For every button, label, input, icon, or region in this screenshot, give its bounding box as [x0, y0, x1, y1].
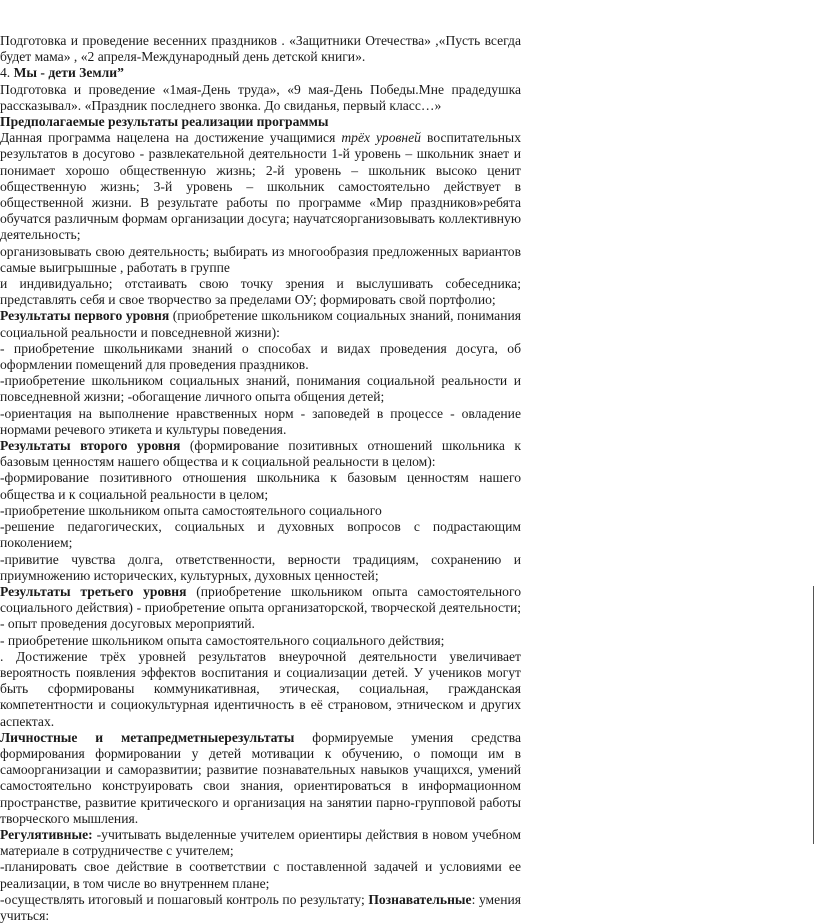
paragraph-p2 [0, 65, 521, 81]
text-run: - приобретение школьниками знаний о способах и видах проведения досуга, об оформлении помещений для проведения праздников. [0, 340, 521, 373]
bold-text: Результаты второго уровня [0, 438, 181, 454]
text-run: -привитие чувства долга, ответственности, верности традициям, сохранению и приумножению исторических, культурных, духовных ценностей; [0, 551, 521, 583]
paragraph-p18 [0, 633, 521, 649]
text-run: 4. [0, 65, 14, 81]
text-run: -ориентация на выполнение нравственных норм - заповедей в процессе - овладение нормами речевого этикета и культуры поведения. [0, 405, 521, 437]
paragraph-p9 [0, 341, 521, 373]
paragraph-p13 [0, 470, 521, 502]
paragraph-p11 [0, 406, 521, 438]
text-run: формируемые умения средства формирования формировании у детей мотивации к обучению, о помощи им в самоорганизации и саморазвитии; развитие познавательных навыков учащихся, умений самостоятельно конструировать свои знания, ориентироваться в информационном пространстве, развитие критического и организация на занятии парно-групповой работы творческого мышления. [0, 729, 521, 826]
text-run: -решение педагогических, социальных и духовных вопросов с подрастающим поколением; [0, 519, 521, 551]
paragraph-p4 [0, 114, 521, 130]
page-edge-line [813, 586, 814, 844]
text-run: : умения учиться: [0, 891, 521, 923]
bold-text: Предполагаемые результаты реализации программы [0, 114, 329, 130]
text-run: Подготовка и проведение весенних праздников . «Защитники Отечества» ,«Пусть всегда будет мама» , «2 апреля-Международный день детской книги». [0, 33, 521, 65]
document-page [0, 33, 521, 924]
bold-text: Личностные и метапредметныерезультаты [0, 729, 295, 745]
paragraph-p12 [0, 438, 521, 470]
text-run: (приобретение школьником социальных знаний, понимания социальной реальности и повседневной жизни): [0, 308, 521, 340]
paragraph-p19 [0, 649, 521, 730]
text-run: -учитывать выделенные учителем ориентиры действия в новом учебном материале в сотрудничестве с учителем; [0, 826, 521, 859]
text-run: -приобретение школьником опыта самостоятельного социального [0, 502, 382, 518]
italic-text: трёх уровней [341, 130, 421, 146]
text-run: воспитательных результатов в досугово - развлекательной деятельности 1-й уровень – школьник знает и понимает хорошо общественную жизнь; 2-й уровень – школьник высоко ценит общественную жизнь; 3-й уровень – школьник самостоятельно действует в общественной жизни. В результате работы по программе «Мир праздников»ребята обучатся различным формам организации досуга; научатсяорганизовывать коллективную деятельность; [0, 130, 521, 243]
text-run: -планировать свое действие в соответствии с поставленной задачей и условиями ее реализации, в том числе во внутреннем плане; [0, 859, 521, 891]
paragraph-p16 [0, 552, 521, 584]
paragraph-p21 [0, 827, 521, 859]
paragraph-p6 [0, 244, 521, 276]
bold-text: Мы - дети Земли” [13, 65, 124, 81]
paragraph-p20 [0, 730, 521, 827]
paragraph-p22 [0, 859, 521, 891]
bold-text: Познавательные [368, 891, 472, 907]
paragraph-p15 [0, 519, 521, 551]
text-run: . Достижение трёх уровней результатов внеурочной деятельности увеличивает вероятность появления эффектов воспитания и социализации детей. У учеников могут быть сформированы коммуникативная, этическая, социальная, гражданская компетентности и социокультурная идентичность в её страновом, этническом и других аспектах. [0, 648, 521, 729]
text-run: -осуществлять итоговый и пошаговый контроль по результату; [0, 891, 369, 907]
paragraph-p10 [0, 373, 521, 405]
text-run: (приобретение школьником опыта самостоятельного социального действия) - приобретение опыта организаторской, творческой деятельности; - опыт проведения досуговых мероприятий. [0, 583, 521, 632]
paragraph-p17 [0, 584, 521, 633]
text-run: - приобретение школьником опыта самостоятельного социального действия; [0, 632, 445, 648]
paragraph-p7 [0, 276, 521, 308]
bold-text: Регулятивные: [0, 826, 93, 842]
text-run: -приобретение школьником социальных знаний, понимания социальной реальности и повседневной жизни; -обогащение личного опыта общения детей; [0, 373, 521, 405]
paragraph-p3 [0, 82, 521, 114]
text-run: организовывать свою деятельность; выбирать из многообразия предложенных вариантов самые выигрышные , работать в группе [0, 243, 521, 275]
bold-text: Результаты третьего уровня [0, 583, 187, 599]
text-run: и индивидуально; отстаивать свою точку зрения и выслушивать собеседника; представлять себя и свое творчество за пределами ОУ; формировать свой портфолио; [0, 276, 521, 308]
text-run: -формирование позитивного отношения школьника к базовым ценностям нашего общества и к социальной реальности в целом; [0, 470, 521, 502]
paragraph-p1 [0, 33, 521, 65]
bold-text: Результаты первого уровня [0, 308, 170, 324]
paragraph-p14 [0, 503, 521, 519]
text-run: Подготовка и проведение «1мая-День труда», «9 мая-День Победы.Мне прадедушка рассказывал». «Праздник последнего звонка. До свиданья, первый класс…» [0, 81, 521, 113]
text-run: Данная программа нацелена на достижение учащимися [0, 130, 342, 146]
paragraph-p5 [0, 130, 521, 243]
paragraph-p23 [0, 892, 521, 924]
paragraph-p8 [0, 308, 521, 340]
text-run: (формирование позитивных отношений школьника к базовым ценностям нашего общества и к социальной реальности в целом): [0, 438, 521, 470]
